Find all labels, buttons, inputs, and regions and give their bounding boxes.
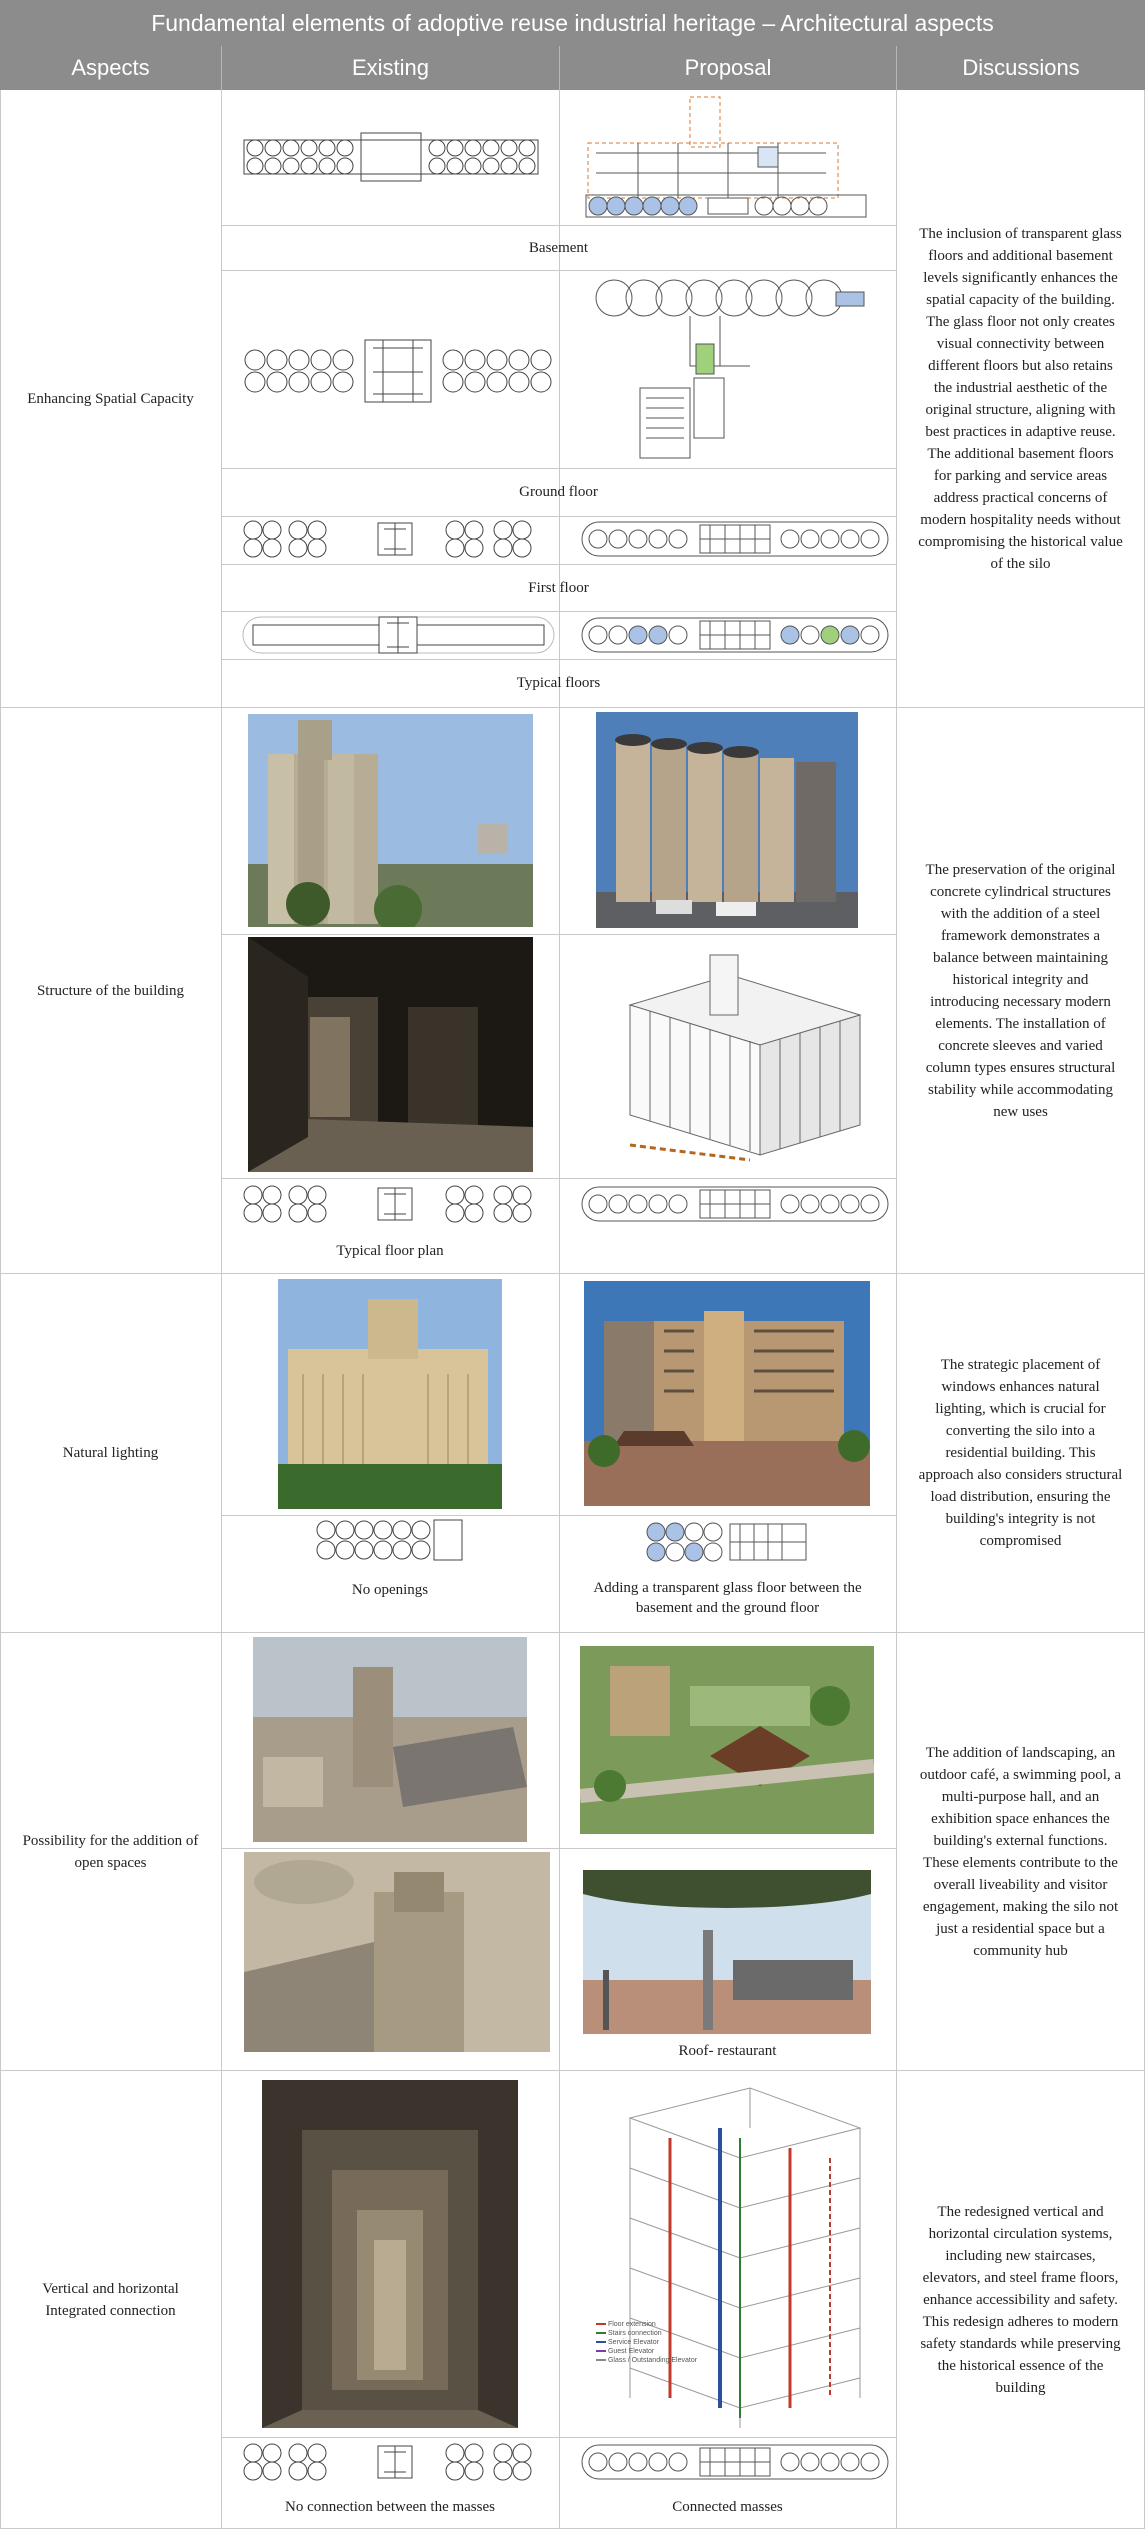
discussion-open-spaces: The addition of landscaping, an outdoor café, a swimming pool, a multi-purpose hall, and an exhibition space enhances the building's external functions. These elements contribute to the overall liveability and visitor engagement, making the silo not just a residential space but a community hub — [919, 1744, 1122, 1959]
aspect-open-spaces: Possibility for the addition of open spaces — [22, 1832, 199, 1871]
proposal-structure-axonometric — [590, 945, 870, 1170]
label-ground-floor: Ground floor — [519, 484, 598, 500]
proposal-hotel-rendering — [596, 712, 858, 928]
proposal-glass-floor-plan — [646, 1520, 808, 1564]
label-no-connection: No connection between the masses — [285, 2499, 495, 2515]
header-discussions: Discussions — [896, 46, 1145, 90]
existing-basement-plan — [243, 132, 539, 182]
existing-ground-floor-plan — [243, 328, 555, 418]
row-separator — [221, 1178, 896, 1179]
table-caption: Fundamental elements of adoptive reuse industrial heritage – Architectural aspects — [0, 0, 1145, 46]
row-separator — [221, 2437, 896, 2438]
existing-silo-exterior-photo — [248, 714, 533, 927]
proposal-typical-floor-plan — [580, 1182, 890, 1226]
row-separator — [221, 611, 896, 612]
proposal-circulation-axonometric — [590, 2078, 880, 2434]
legend-label: Floor extension — [607, 2321, 656, 2328]
proposal-basement-plan — [578, 95, 878, 220]
label-connected-masses: Connected masses — [672, 2499, 783, 2515]
label-typical-floor-plan: Typical floor plan — [336, 1243, 444, 1259]
legend-swatch — [596, 2323, 606, 2325]
legend-item — [596, 2356, 716, 2365]
existing-first-floor-plan — [243, 519, 555, 559]
proposal-roof-restaurant-rendering — [583, 1870, 871, 2034]
discussion-natural-lighting: The strategic placement of windows enhances natural lighting, which is crucial for converting the silo into a residential building. This approach also considers structural load distribution, ensuring the building's integrity is not compromised — [918, 1357, 1123, 1549]
discussion-connection: The redesigned vertical and horizontal circulation systems, including new staircases, elevators, and steel frame floors, enhance accessibility and safety. This redesign adheres to modern safety standards while preserving the historical essence of the building — [920, 2204, 1121, 2396]
aspect-enhancing-spatial-capacity: Enhancing Spatial Capacity — [27, 391, 194, 407]
legend-item — [596, 2329, 716, 2338]
existing-disconnected-plan — [243, 2442, 555, 2482]
aspect-vertical-horizontal-connection: Vertical and horizontal Integrated connection — [42, 2281, 179, 2319]
existing-interior-photo — [248, 937, 533, 1172]
existing-corridor-photo — [262, 2080, 518, 2428]
row-separator — [221, 1515, 896, 1516]
circulation-legend — [596, 2320, 716, 2365]
label-basement: Basement — [528, 239, 589, 256]
header-existing: Existing — [221, 46, 559, 90]
label-roof-restaurant: Roof- restaurant — [678, 2043, 777, 2059]
legend-swatch — [596, 2341, 606, 2343]
legend-item — [596, 2338, 716, 2347]
discussion-structure: The preservation of the original concrete cylindrical structures with the addition of a steel framework demonstrates a balance between maintaining historical integrity and introducing necessary modern elements. The installation of concrete sleeves and varied column types ensures structural stability while accommodating new uses — [925, 861, 1116, 1120]
legend-label: Stairs connection — [607, 2330, 662, 2337]
label-glass-floor: Adding a transparent glass floor between the basement and the ground floor — [593, 1580, 862, 1616]
proposal-lighting-rendering — [584, 1281, 870, 1506]
label-first-floor: First floor — [528, 579, 589, 596]
legend-label: Guest Elevator — [607, 2348, 655, 2355]
row-separator — [221, 270, 896, 271]
existing-aerial-photo — [253, 1637, 527, 1842]
legend-swatch — [596, 2359, 606, 2361]
existing-no-openings-plan — [316, 1518, 464, 1562]
proposal-ground-floor-plan — [590, 278, 880, 460]
existing-typical-floor-plan — [243, 1184, 555, 1224]
grid-line — [221, 90, 222, 2529]
row-separator — [221, 1848, 896, 1849]
proposal-first-floor-plan — [580, 519, 890, 559]
legend-label: Glass / Outstanding Elevator — [607, 2357, 698, 2364]
aspect-structure-of-the-building: Structure of the building — [36, 982, 185, 999]
proposal-connected-plan — [580, 2440, 890, 2484]
legend-swatch — [596, 2332, 606, 2334]
proposal-typical-floors-plan — [580, 613, 890, 657]
label-no-openings: No openings — [351, 1582, 429, 1598]
discussion-spatial-capacity: The inclusion of transparent glass floors and additional basement levels significantly enhances the spatial capacity of the building. The glass floor not only creates visual connectivity between different floors but also retains the industrial aesthetic of the original structure, aligning with best practices in adaptive reuse. The additional basement floors for parking and service areas address practical concerns of modern hospitality needs without compromising the historical value of the silo — [918, 226, 1123, 572]
header-proposal: Proposal — [559, 46, 896, 90]
existing-typical-floors-plan — [241, 613, 556, 657]
label-typical-floors: Typical floors — [516, 675, 601, 691]
existing-silo-facade-photo — [278, 1279, 502, 1509]
aspect-natural-lighting: Natural lighting — [62, 1445, 159, 1461]
grid-line — [559, 90, 560, 2529]
row-separator — [221, 516, 896, 517]
proposal-site-rendering — [580, 1646, 874, 1834]
existing-silo-top-photo — [244, 1852, 550, 2052]
row-separator — [221, 934, 896, 935]
header-aspects: Aspects — [0, 46, 221, 90]
legend-item — [596, 2320, 716, 2329]
legend-swatch — [596, 2350, 606, 2352]
legend-label: Service Elevator — [607, 2339, 659, 2346]
legend-item — [596, 2347, 716, 2356]
